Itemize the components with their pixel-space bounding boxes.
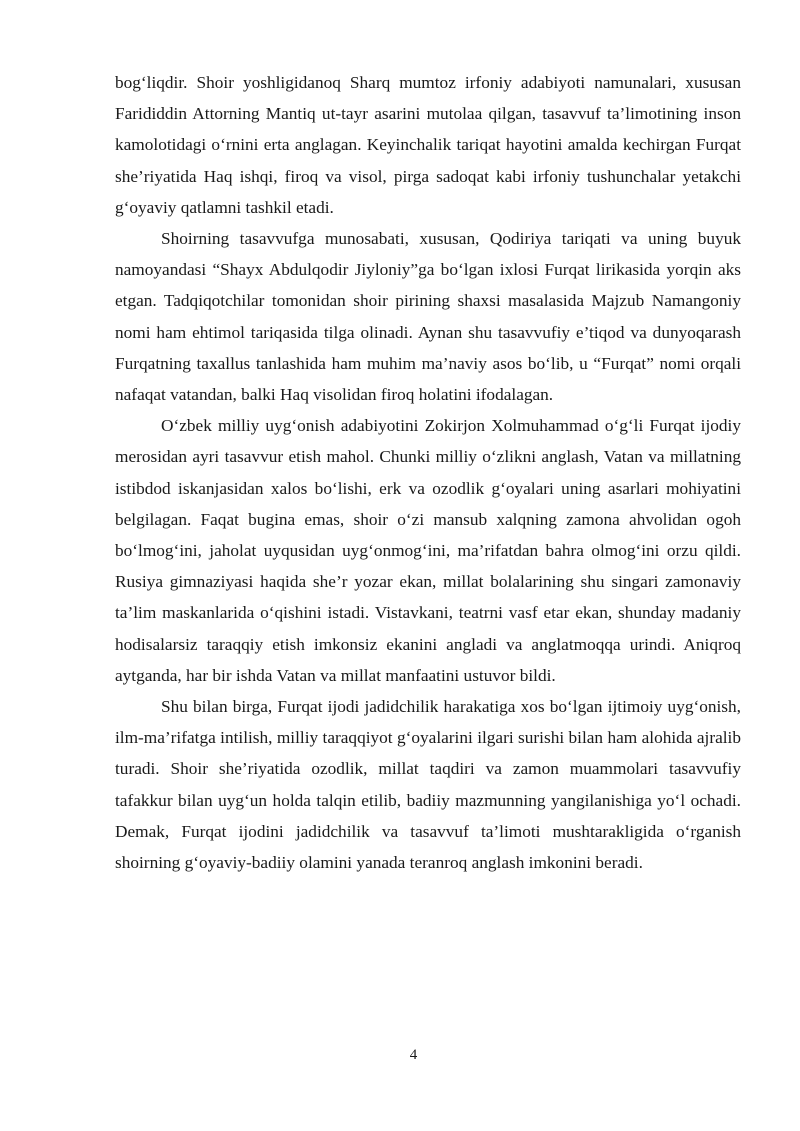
paragraph-2: Shoirning tasavvufga munosabati, xususan, Qodiriya tariqati va uning buyuk namoyandasi “Shayx Abdulqodir Jiyloniy”ga bo‘lgan ixlosi Furqat lirikasida yorqin aks etgan. Tadqiqotchilar tomonidan shoir pirining shaxsi masalasida Majzub Namangoniy nomi ham ehtimol tariqasida tilga olinadi. Aynan shu tasavvufiy e’tiqod va dunyoqarash Furqatning taxallus tanlashida ham muhim ma’naviy asos bo‘lib, u “Furqat” nomi orqali nafaqat vatandan, balki Haq visolidan firoq holatini ifodalagan. <box>115 229 741 405</box>
paragraph-3: O‘zbek milliy uyg‘onish adabiyotini Zokirjon Xolmuhammad o‘g‘li Furqat ijodiy merosidan ayri tasavvur etish mahol. Chunki milliy o‘zlikni anglash, Vatan va millatning istibdod iskanjasidan xalos bo‘lishi, erk va ozodlik g‘oyalari uning asarlari mohiyatini belgilagan. Faqat bugina emas, shoir o‘zi mansub xalqning zamona ahvolidan ogoh bo‘lmog‘ini, jaholat uyqusidan uyg‘onmog‘ini, ma’rifatdan bahra olmog‘ini orzu qildi. Rusiya gimnaziyasi haqida she’r yozar ekan, millat bolalarining shu singari zamonaviy ta’lim maskanlarida o‘qishini istadi. Vistavkani, teatrni vasf etar ekan, shunday madaniy hodisalarsiz taraqqiy etish imkonsiz ekanini angladi va anglatmoqqa urindi. Aniqroq aytganda, har bir ishda Vatan va millat manfaatini ustuvor bildi. <box>115 416 741 685</box>
paragraph-4: Shu bilan birga, Furqat ijodi jadidchilik harakatiga xos bo‘lgan ijtimoiy uyg‘onish, ilm-ma’rifatga intilish, milliy taraqqiyot g‘oyalarini ilgari surishi bilan ham alohida ajralib turadi. Shoir she’riyatida ozodlik, millat taqdiri va zamon muammolari tasavvufiy tafakkur bilan uyg‘un holda talqin etilib, badiiy mazmunning yangilanishiga yo‘l ochadi. Demak, Furqat ijodini jadidchilik va tasavvuf ta’limoti mushtarakligida o‘rganish shoirning g‘oyaviy-badiiy olamini yanada teranroq anglash imkonini beradi. <box>115 697 741 873</box>
page-number: 4 <box>409 1047 418 1063</box>
paragraph-1: bog‘liqdir. Shoir yoshligidanoq Sharq mumtoz irfoniy adabiyoti namunalari, xususan Farididdin Attorning Mantiq ut-tayr asarini mutolaa qilgan, tasavvuf ta’limotining inson kamolotidagi o‘rnini erta anglagan. Keyinchalik tariqat hayotini amalda kechirgan Furqat she’riyatida Haq ishqi, firoq va visol, pirga sadoqat kabi irfoniy tushunchalar yetakchi g‘oyaviy qatlamni tashkil etadi. <box>115 73 741 217</box>
document-body <box>115 67 741 878</box>
